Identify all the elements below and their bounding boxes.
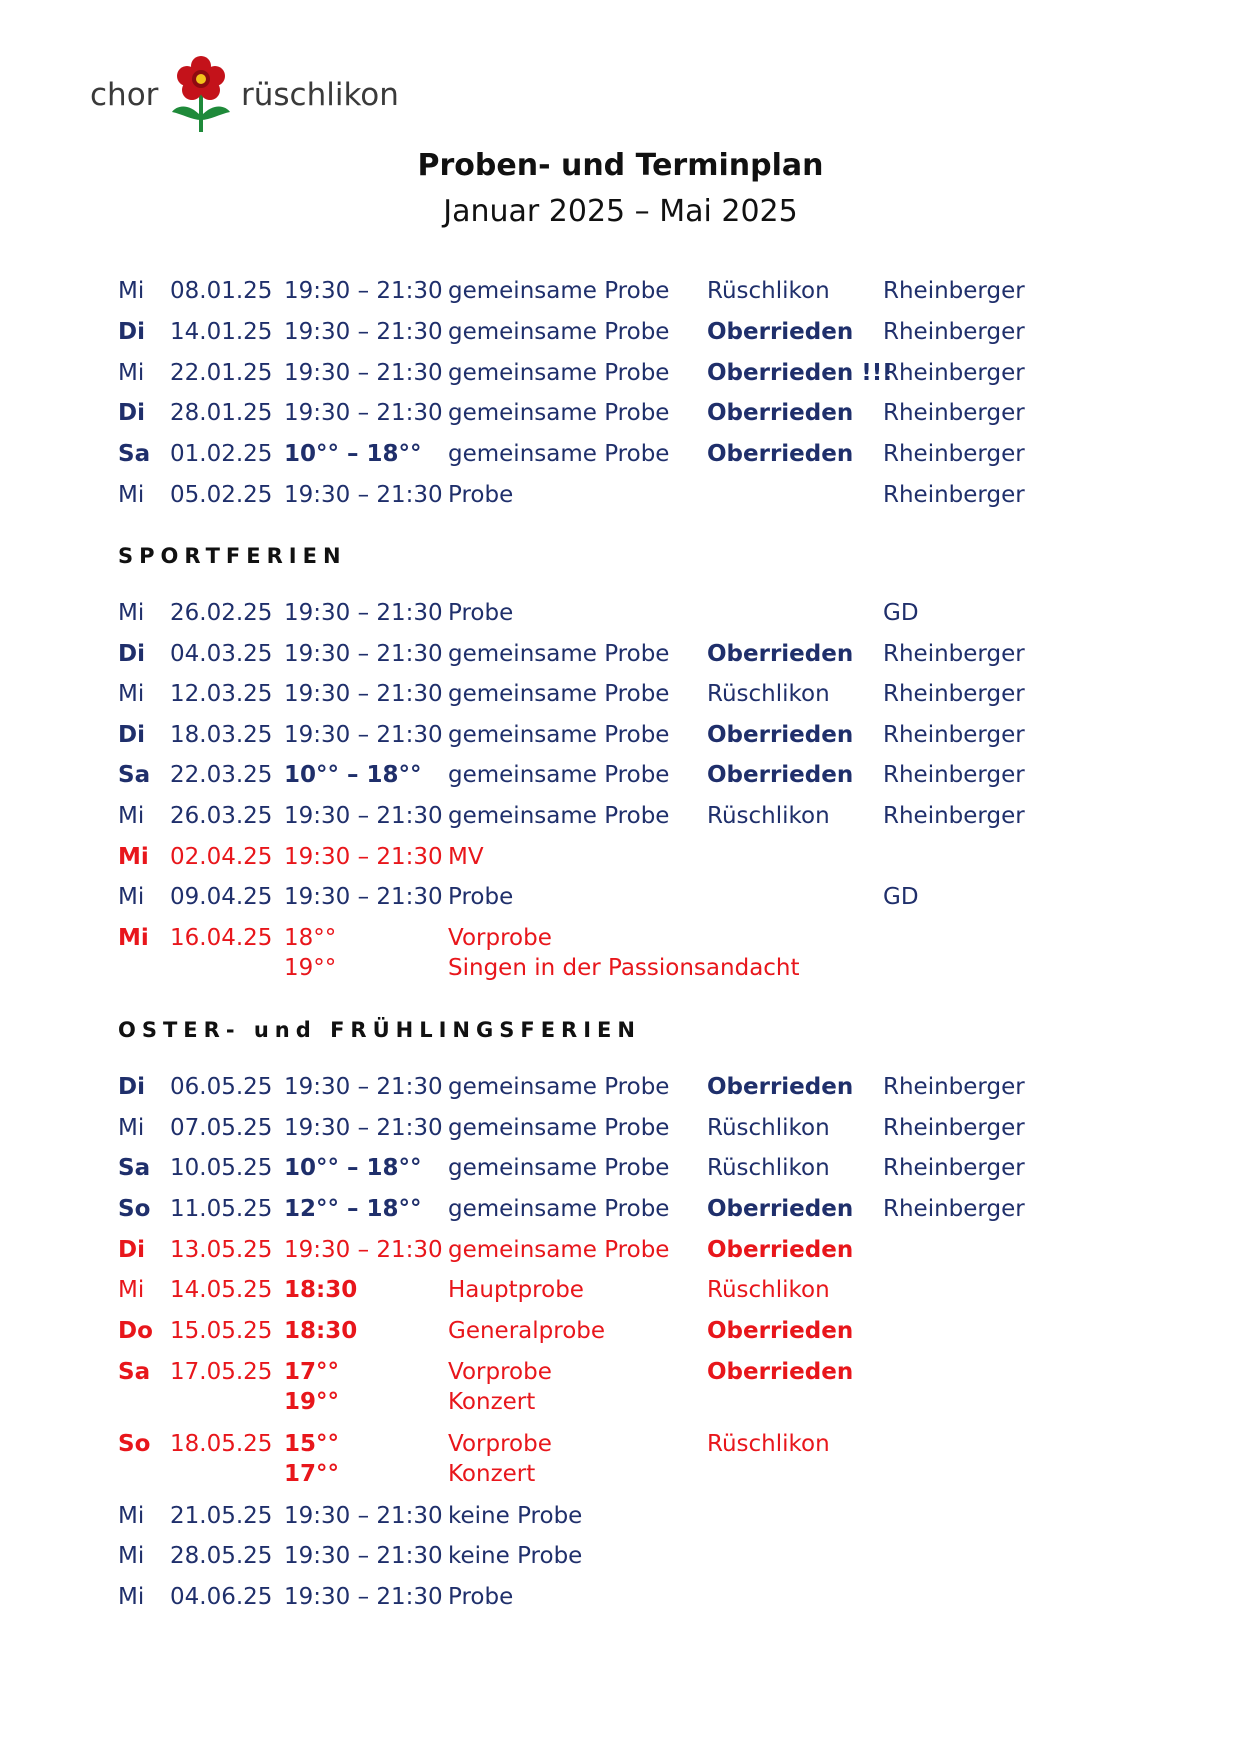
table-row <box>0 482 1241 522</box>
table-row <box>0 1359 1241 1415</box>
row-date: 05.02.25 <box>170 482 273 508</box>
row-date: 21.05.25 <box>170 1503 273 1529</box>
row-time: 18°° <box>284 925 337 951</box>
row-date: 18.03.25 <box>170 722 273 748</box>
row-director: GD <box>883 884 919 910</box>
row-time: 19:30 – 21:30 <box>284 400 443 426</box>
row-date: 13.05.25 <box>170 1237 273 1263</box>
row-event-secondary: Konzert <box>448 1389 536 1415</box>
row-date: 04.03.25 <box>170 641 273 667</box>
row-location: Rüschlikon <box>707 681 830 707</box>
row-event: gemeinsame Probe <box>448 641 670 667</box>
row-time-secondary: 19°° <box>284 1389 340 1415</box>
row-time: 18:30 <box>284 1277 358 1303</box>
row-date: 14.01.25 <box>170 319 273 345</box>
row-event: Probe <box>448 482 514 508</box>
table-row <box>0 1503 1241 1543</box>
row-time: 19:30 – 21:30 <box>284 1074 443 1100</box>
row-director: Rheinberger <box>883 762 1025 788</box>
row-day: Mi <box>118 803 145 829</box>
row-director: Rheinberger <box>883 319 1025 345</box>
row-location: Oberrieden <box>707 1074 854 1100</box>
row-location: Rüschlikon <box>707 1431 830 1457</box>
row-date: 15.05.25 <box>170 1318 273 1344</box>
row-director: Rheinberger <box>883 1115 1025 1141</box>
row-time: 10°° – 18°° <box>284 1155 422 1181</box>
row-date: 14.05.25 <box>170 1277 273 1303</box>
row-director: Rheinberger <box>883 803 1025 829</box>
row-event: Probe <box>448 600 514 626</box>
row-director: Rheinberger <box>883 441 1025 467</box>
row-location: Oberrieden <box>707 1237 854 1263</box>
section-osterferien: OSTER- und FRÜHLINGSFERIEN <box>118 1018 641 1042</box>
table-row <box>0 1074 1241 1114</box>
table-row <box>0 1196 1241 1236</box>
row-day: Mi <box>118 1543 145 1569</box>
row-day: Do <box>118 1318 153 1344</box>
row-event: Vorprobe <box>448 1431 552 1457</box>
row-event: keine Probe <box>448 1543 583 1569</box>
table-row <box>0 400 1241 440</box>
row-date: 01.02.25 <box>170 441 273 467</box>
row-director: Rheinberger <box>883 641 1025 667</box>
row-event: keine Probe <box>448 1503 583 1529</box>
row-date: 18.05.25 <box>170 1431 273 1457</box>
row-location: Rüschlikon <box>707 1155 830 1181</box>
row-date: 12.03.25 <box>170 681 273 707</box>
logo-word-chor: chor <box>90 77 159 113</box>
row-time: 19:30 – 21:30 <box>284 319 443 345</box>
row-day: Di <box>118 400 145 426</box>
row-time: 19:30 – 21:30 <box>284 600 443 626</box>
row-location: Oberrieden <box>707 319 854 345</box>
row-event: Probe <box>448 1584 514 1610</box>
row-event: Probe <box>448 884 514 910</box>
page-subtitle: Januar 2025 – Mai 2025 <box>443 194 798 229</box>
table-row <box>0 1584 1241 1624</box>
row-day: Mi <box>118 1503 145 1529</box>
table-row <box>0 278 1241 318</box>
table-row <box>0 1277 1241 1317</box>
row-day: Mi <box>118 360 145 386</box>
row-director: Rheinberger <box>883 722 1025 748</box>
row-location: Oberrieden <box>707 762 854 788</box>
row-time: 17°° <box>284 1359 340 1385</box>
row-date: 16.04.25 <box>170 925 273 951</box>
row-date: 17.05.25 <box>170 1359 273 1385</box>
row-event: gemeinsame Probe <box>448 803 670 829</box>
row-director: GD <box>883 600 919 626</box>
row-event: gemeinsame Probe <box>448 319 670 345</box>
row-event: Vorprobe <box>448 925 552 951</box>
row-day: Mi <box>118 884 145 910</box>
row-date: 26.03.25 <box>170 803 273 829</box>
row-time: 19:30 – 21:30 <box>284 844 443 870</box>
row-day: Mi <box>118 1115 145 1141</box>
row-director: Rheinberger <box>883 360 1025 386</box>
row-event: gemeinsame Probe <box>448 681 670 707</box>
row-event: MV <box>448 844 484 870</box>
table-row <box>0 722 1241 762</box>
row-time: 18:30 <box>284 1318 358 1344</box>
row-event-secondary: Singen in der Passionsandacht <box>448 955 800 981</box>
row-day: Di <box>118 641 145 667</box>
row-date: 22.01.25 <box>170 360 273 386</box>
table-row <box>0 600 1241 640</box>
row-date: 26.02.25 <box>170 600 273 626</box>
row-time: 19:30 – 21:30 <box>284 1115 443 1141</box>
row-event: gemeinsame Probe <box>448 762 670 788</box>
row-event: Vorprobe <box>448 1359 552 1385</box>
row-time: 10°° – 18°° <box>284 762 422 788</box>
table-row <box>0 360 1241 400</box>
table-row <box>0 1237 1241 1277</box>
row-time: 19:30 – 21:30 <box>284 1543 443 1569</box>
row-day: Di <box>118 319 145 345</box>
rose-icon <box>170 54 232 134</box>
row-time: 12°° – 18°° <box>284 1196 422 1222</box>
row-day: So <box>118 1431 151 1457</box>
row-time: 19:30 – 21:30 <box>284 1237 443 1263</box>
row-event: gemeinsame Probe <box>448 400 670 426</box>
row-location: Oberrieden <box>707 1318 854 1344</box>
section-sportferien: SPORTFERIEN <box>118 544 347 568</box>
row-day: Mi <box>118 278 145 304</box>
table-row <box>0 844 1241 884</box>
row-date: 10.05.25 <box>170 1155 273 1181</box>
row-time: 19:30 – 21:30 <box>284 1503 443 1529</box>
row-date: 04.06.25 <box>170 1584 273 1610</box>
table-row <box>0 1543 1241 1583</box>
row-time: 19:30 – 21:30 <box>284 641 443 667</box>
row-time: 19:30 – 21:30 <box>284 482 443 508</box>
row-day: Sa <box>118 441 151 467</box>
row-event: gemeinsame Probe <box>448 441 670 467</box>
row-event: gemeinsame Probe <box>448 722 670 748</box>
row-location: Oberrieden <box>707 722 854 748</box>
row-director: Rheinberger <box>883 400 1025 426</box>
page-title: Proben- und Terminplan <box>417 148 824 183</box>
table-row <box>0 925 1241 981</box>
row-day: Mi <box>118 925 149 951</box>
row-event: gemeinsame Probe <box>448 1196 670 1222</box>
row-event: gemeinsame Probe <box>448 1155 670 1181</box>
row-director: Rheinberger <box>883 482 1025 508</box>
row-day: Mi <box>118 844 149 870</box>
row-day: Mi <box>118 482 145 508</box>
row-time: 15°° <box>284 1431 340 1457</box>
row-time: 19:30 – 21:30 <box>284 278 443 304</box>
row-event: gemeinsame Probe <box>448 1237 670 1263</box>
row-location: Oberrieden !!! <box>707 360 893 386</box>
row-event: Generalprobe <box>448 1318 606 1344</box>
table-row <box>0 884 1241 924</box>
row-day: So <box>118 1196 151 1222</box>
row-location: Oberrieden <box>707 1196 854 1222</box>
row-date: 07.05.25 <box>170 1115 273 1141</box>
row-location: Oberrieden <box>707 641 854 667</box>
table-row <box>0 1155 1241 1195</box>
table-row <box>0 641 1241 681</box>
row-day: Mi <box>118 681 145 707</box>
row-time-secondary: 19°° <box>284 955 337 981</box>
row-event-secondary: Konzert <box>448 1461 536 1487</box>
row-location: Oberrieden <box>707 441 854 467</box>
row-date: 08.01.25 <box>170 278 273 304</box>
row-time: 19:30 – 21:30 <box>284 884 443 910</box>
table-row <box>0 681 1241 721</box>
row-location: Rüschlikon <box>707 1115 830 1141</box>
row-director: Rheinberger <box>883 278 1025 304</box>
row-date: 11.05.25 <box>170 1196 273 1222</box>
row-time: 19:30 – 21:30 <box>284 722 443 748</box>
row-event: gemeinsame Probe <box>448 1074 670 1100</box>
row-event: Hauptprobe <box>448 1277 584 1303</box>
row-date: 28.05.25 <box>170 1543 273 1569</box>
row-event: gemeinsame Probe <box>448 1115 670 1141</box>
table-row <box>0 803 1241 843</box>
table-row <box>0 1431 1241 1487</box>
row-location: Oberrieden <box>707 1359 854 1385</box>
row-event: gemeinsame Probe <box>448 360 670 386</box>
row-director: Rheinberger <box>883 681 1025 707</box>
row-day: Di <box>118 1074 145 1100</box>
table-row <box>0 319 1241 359</box>
table-row <box>0 1318 1241 1358</box>
row-date: 06.05.25 <box>170 1074 273 1100</box>
row-day: Sa <box>118 1155 151 1181</box>
row-location: Rüschlikon <box>707 278 830 304</box>
row-time: 10°° – 18°° <box>284 441 422 467</box>
row-date: 22.03.25 <box>170 762 273 788</box>
row-director: Rheinberger <box>883 1155 1025 1181</box>
row-time: 19:30 – 21:30 <box>284 1584 443 1610</box>
row-date: 09.04.25 <box>170 884 273 910</box>
row-director: Rheinberger <box>883 1074 1025 1100</box>
row-location: Oberrieden <box>707 400 854 426</box>
row-day: Di <box>118 1237 145 1263</box>
row-location: Rüschlikon <box>707 803 830 829</box>
row-day: Mi <box>118 1277 145 1303</box>
row-time: 19:30 – 21:30 <box>284 803 443 829</box>
logo-word-rueschlikon: rüschlikon <box>241 77 399 113</box>
row-date: 28.01.25 <box>170 400 273 426</box>
row-day: Mi <box>118 600 145 626</box>
row-day: Mi <box>118 1584 145 1610</box>
row-day: Sa <box>118 1359 151 1385</box>
table-row <box>0 1115 1241 1155</box>
row-event: gemeinsame Probe <box>448 278 670 304</box>
row-time: 19:30 – 21:30 <box>284 681 443 707</box>
row-location: Rüschlikon <box>707 1277 830 1303</box>
row-time-secondary: 17°° <box>284 1461 340 1487</box>
row-time: 19:30 – 21:30 <box>284 360 443 386</box>
row-date: 02.04.25 <box>170 844 273 870</box>
row-director: Rheinberger <box>883 1196 1025 1222</box>
row-day: Sa <box>118 762 151 788</box>
table-row <box>0 441 1241 481</box>
table-row <box>0 762 1241 802</box>
logo <box>88 52 408 142</box>
row-day: Di <box>118 722 145 748</box>
